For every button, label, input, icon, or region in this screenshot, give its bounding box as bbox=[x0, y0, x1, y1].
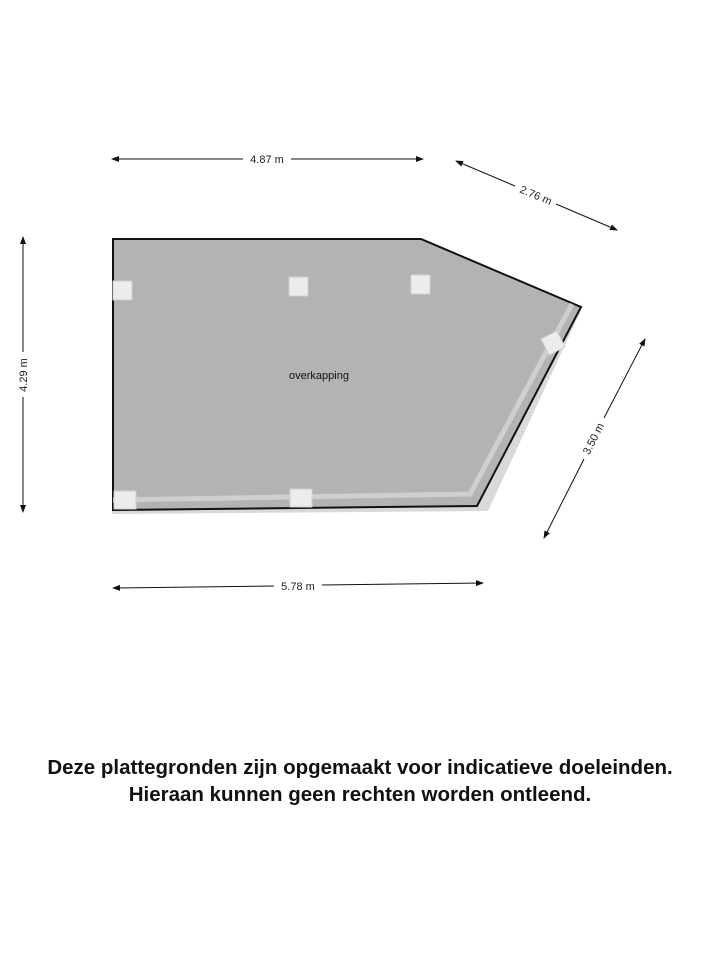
dimension-left-label: 4.29 m bbox=[18, 358, 30, 392]
dimension-diagonal-top bbox=[456, 161, 617, 230]
dimension-right-label: 3.50 m bbox=[581, 421, 607, 457]
dimension-left bbox=[18, 237, 30, 512]
dimension-right bbox=[544, 339, 645, 538]
dimension-bottom-label: 5.78 m bbox=[281, 581, 315, 593]
post bbox=[114, 491, 136, 509]
disclaimer-line-1: Deze plattegronden zijn opgemaakt voor indicatieve doeleinden. bbox=[47, 756, 673, 779]
dimension-top-label: 4.87 m bbox=[250, 154, 284, 166]
dimension-diagonal-top-label: 2.76 m bbox=[517, 183, 554, 209]
post bbox=[290, 489, 312, 507]
room-label: overkapping bbox=[289, 370, 349, 382]
disclaimer-line-2: Hieraan kunnen geen rechten worden ontleend. bbox=[128, 783, 592, 806]
post bbox=[411, 275, 430, 294]
dimension-bottom bbox=[113, 581, 483, 593]
post bbox=[289, 277, 308, 296]
post bbox=[113, 281, 132, 300]
dimension-top bbox=[112, 154, 423, 166]
